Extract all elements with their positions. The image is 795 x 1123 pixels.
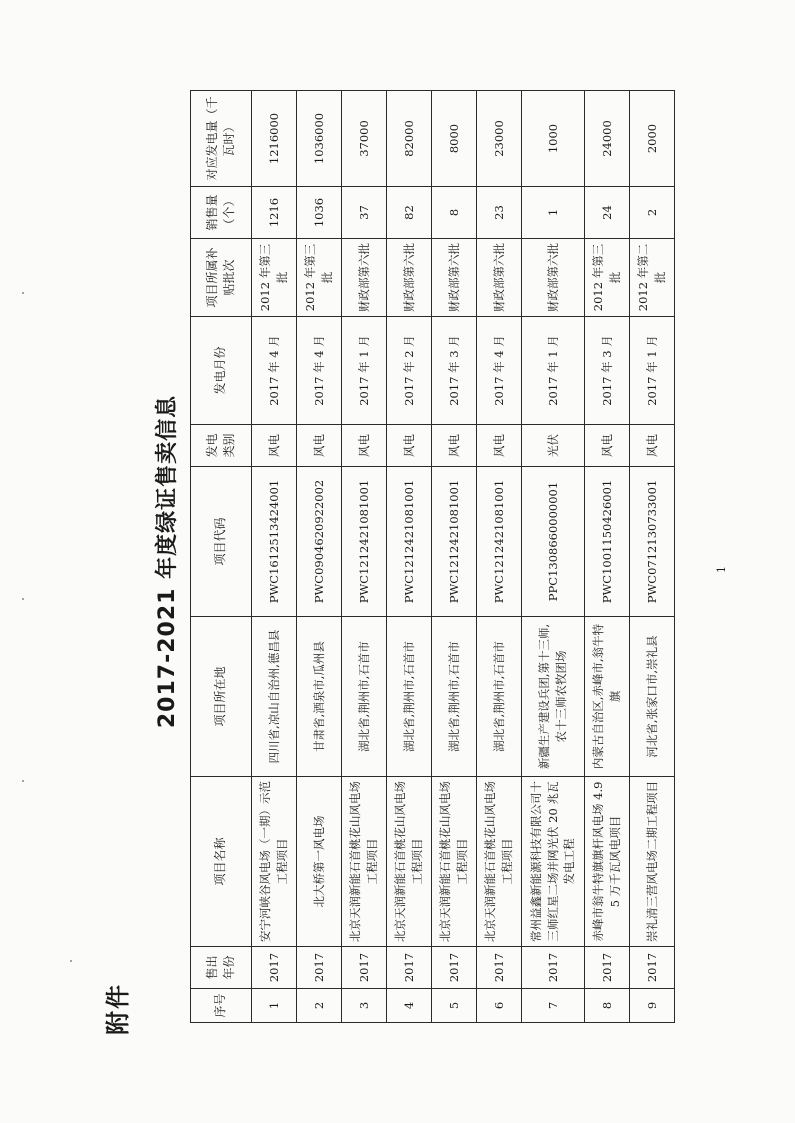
cell-code: PWC1212421081001 (432, 467, 477, 617)
cell-year: 2017 (585, 947, 630, 989)
page-number: 1 (715, 566, 728, 573)
cell-name: 赤峰市翁牛特旗旗杆风电场 4.95 万千瓦风电项目 (585, 777, 630, 947)
scan-speck (22, 598, 24, 600)
cell-year: 2017 (252, 947, 297, 989)
cell-energy: 2000 (630, 91, 675, 187)
cell-year: 2017 (522, 947, 585, 989)
cell-batch: 财政部第六批 (432, 239, 477, 317)
cell-batch: 2012 年第二批 (630, 239, 675, 317)
cell-location: 甘肃省,酒泉市,瓜州县 (297, 617, 342, 777)
cell-sold: 23 (477, 187, 522, 239)
cell-seq: 6 (477, 989, 522, 1023)
cell-type: 风电 (585, 425, 630, 467)
cell-code: PPC1308660000001 (522, 467, 585, 617)
cell-code: PWC1001150426001 (585, 467, 630, 617)
table-row (252, 91, 297, 1023)
cell-code: PWC1212421081001 (477, 467, 522, 617)
cell-energy: 37000 (342, 91, 387, 187)
header-name: 项目名称 (191, 777, 252, 947)
cell-code: PWC1612513424001 (252, 467, 297, 617)
cell-energy: 1036000 (297, 91, 342, 187)
cell-month: 2017 年 4 月 (477, 317, 522, 425)
cell-code: PWC1212421081001 (387, 467, 432, 617)
cell-seq: 2 (297, 989, 342, 1023)
header-year: 售出年份 (191, 947, 252, 989)
cell-batch: 财政部第六批 (342, 239, 387, 317)
cell-seq: 9 (630, 989, 675, 1023)
cell-location: 内蒙古自治区,赤峰市,翁牛特旗 (585, 617, 630, 777)
cell-code: PWC0904620922002 (297, 467, 342, 617)
cell-seq: 8 (585, 989, 630, 1023)
scan-speck (70, 960, 72, 962)
cell-name: 北京天润新能石首桃花山风电场工程项目 (387, 777, 432, 947)
cell-type: 风电 (252, 425, 297, 467)
cell-seq: 1 (252, 989, 297, 1023)
cell-seq: 3 (342, 989, 387, 1023)
cell-energy: 82000 (387, 91, 432, 187)
table-row (297, 91, 342, 1023)
cell-name: 北京天润新能石首桃花山风电场工程项目 (477, 777, 522, 947)
cell-location: 湖北省,荆州市,石首市 (477, 617, 522, 777)
table-row (432, 91, 477, 1023)
cell-year: 2017 (630, 947, 675, 989)
header-month: 发电月份 (191, 317, 252, 425)
table-row (630, 91, 675, 1023)
cell-sold: 82 (387, 187, 432, 239)
cell-month: 2017 年 1 月 (630, 317, 675, 425)
scan-speck (22, 292, 24, 294)
cell-type: 风电 (477, 425, 522, 467)
cell-energy: 1000 (522, 91, 585, 187)
header-code: 项目代码 (191, 467, 252, 617)
cell-energy: 24000 (585, 91, 630, 187)
table-row (522, 91, 585, 1023)
cell-year: 2017 (477, 947, 522, 989)
cell-location: 河北省,张家口市,崇礼县 (630, 617, 675, 777)
cell-month: 2017 年 3 月 (432, 317, 477, 425)
table-row (585, 91, 630, 1023)
cell-energy: 23000 (477, 91, 522, 187)
cell-batch: 财政部第六批 (477, 239, 522, 317)
cell-batch: 2012 年第三批 (297, 239, 342, 317)
cell-seq: 5 (432, 989, 477, 1023)
cell-code: PWC1212421081001 (342, 467, 387, 617)
table-row (387, 91, 432, 1023)
header-energy: 对应发电量（千瓦时） (191, 91, 252, 187)
header-type: 发电类别 (191, 425, 252, 467)
cell-seq: 7 (522, 989, 585, 1023)
cell-energy: 8000 (432, 91, 477, 187)
cell-location: 四川省,凉山自治州,德昌县 (252, 617, 297, 777)
cell-month: 2017 年 3 月 (585, 317, 630, 425)
cell-type: 风电 (432, 425, 477, 467)
cell-name: 崇礼清三营风电场二期工程项目 (630, 777, 675, 947)
cell-sold: 1216 (252, 187, 297, 239)
cell-month: 2017 年 2 月 (387, 317, 432, 425)
header-batch: 项目所属补贴批次 (191, 239, 252, 317)
cell-month: 2017 年 4 月 (297, 317, 342, 425)
cell-type: 风电 (297, 425, 342, 467)
cell-month: 2017 年 1 月 (342, 317, 387, 425)
cell-code: PWC0712130733001 (630, 467, 675, 617)
cell-name: 常州益鑫新能源科技有限公司十三师红星二场并网光伏 20 兆瓦发电工程 (522, 777, 585, 947)
cell-type: 风电 (630, 425, 675, 467)
cell-location: 湖北省,荆州市,石首市 (342, 617, 387, 777)
attachment-label: 附件 (104, 983, 132, 1035)
header-seq: 序号 (191, 989, 252, 1023)
cell-batch: 财政部第六批 (522, 239, 585, 317)
cell-seq: 4 (387, 989, 432, 1023)
table-row (477, 91, 522, 1023)
cell-energy: 1216000 (252, 91, 297, 187)
cell-location: 湖北省,荆州市,石首市 (432, 617, 477, 777)
cell-location: 新疆生产建设兵团,第十三师,农十三师农牧团场 (522, 617, 585, 777)
green-certificate-sales-table (190, 90, 675, 1023)
cell-type: 风电 (342, 425, 387, 467)
cell-month: 2017 年 4 月 (252, 317, 297, 425)
cell-year: 2017 (297, 947, 342, 989)
cell-name: 北京天润新能石首桃花山风电场工程项目 (432, 777, 477, 947)
cell-name: 北京天润新能石首桃花山风电场工程项目 (342, 777, 387, 947)
cell-year: 2017 (387, 947, 432, 989)
cell-sold: 1036 (297, 187, 342, 239)
header-row (191, 91, 252, 1023)
cell-year: 2017 (432, 947, 477, 989)
cell-month: 2017 年 1 月 (522, 317, 585, 425)
header-location: 项目所在地 (191, 617, 252, 777)
cell-batch: 2012 年第三批 (585, 239, 630, 317)
cell-sold: 37 (342, 187, 387, 239)
table-row (342, 91, 387, 1023)
cell-sold: 24 (585, 187, 630, 239)
cell-batch: 2012 年第三批 (252, 239, 297, 317)
scan-speck (22, 780, 24, 782)
cell-sold: 1 (522, 187, 585, 239)
document-title: 2017-2021 年度绿证售卖信息 (155, 394, 180, 729)
cell-location: 湖北省,荆州市,石首市 (387, 617, 432, 777)
cell-type: 风电 (387, 425, 432, 467)
cell-batch: 财政部第六批 (387, 239, 432, 317)
header-sold: 销售量（个） (191, 187, 252, 239)
cell-sold: 8 (432, 187, 477, 239)
cell-type: 光伏 (522, 425, 585, 467)
cell-name: 北大桥第一风电场 (297, 777, 342, 947)
cell-name: 安宁河峡谷风电场（一期）示范工程项目 (252, 777, 297, 947)
cell-year: 2017 (342, 947, 387, 989)
cell-sold: 2 (630, 187, 675, 239)
